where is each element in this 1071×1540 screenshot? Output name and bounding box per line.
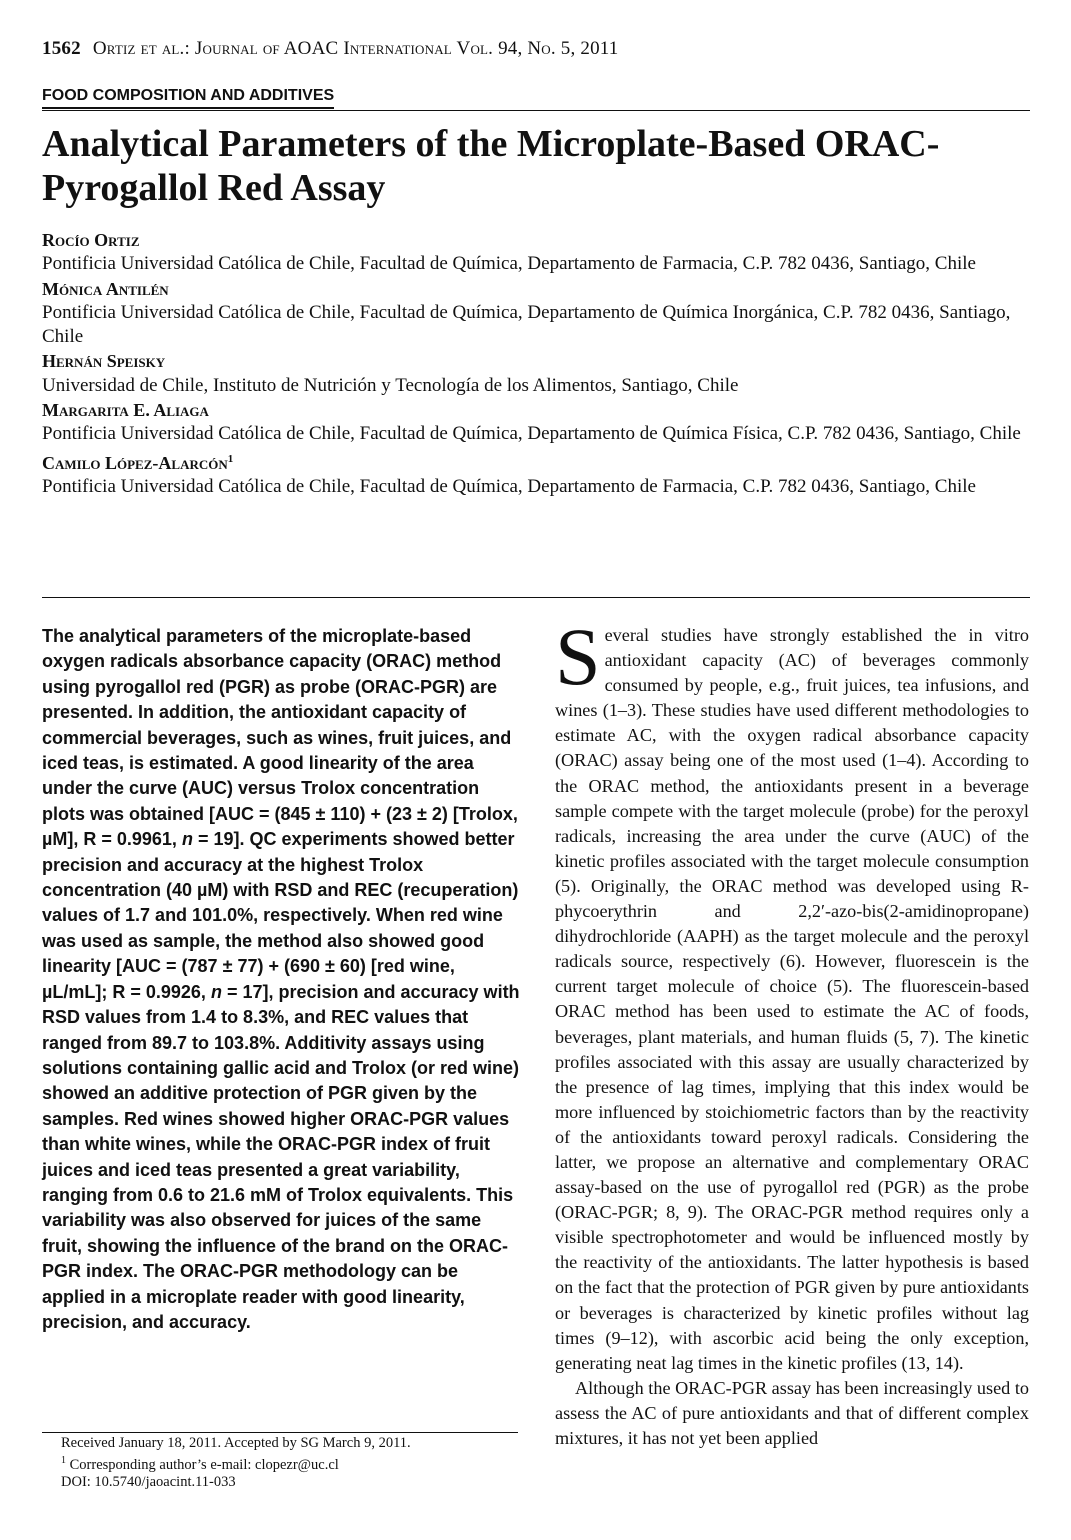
running-head [42,38,618,60]
page-number: 1562 [42,38,81,59]
author-name: Camilo López-Alarcón$^1$ [42,452,234,473]
author-block [42,447,1030,500]
received-note: Received January 18, 2011. Accepted by SG March 9, 2011. [61,1435,411,1451]
author-affiliation: Pontificia Universidad Católica de Chile, Facultad de Química, Departamento de Química Inorgánica, C.P. 782 0436, Santiago, Chile [42,301,1011,348]
footnotes [61,1435,531,1491]
drop-cap: S [555,611,601,702]
author-block [42,398,1030,447]
author-name: Mónica Antilén [42,278,169,299]
body-paragraph: Although the ORAC-PGR assay has been increasingly used to assess the AC of pure antioxidants and that of different complex mixtures, it has not yet been applied [555,1377,1029,1448]
journal-citation: Ortiz et al.: Journal of AOAC International Vol. 94, No. 5, 2011 [92,38,619,59]
corresponding-author-note: $^1$ Corresponding author’s e-mail: clopezr@uc.cl [61,1455,339,1473]
author-block [42,228,1030,277]
body-text [555,611,1029,1451]
abstract: The analytical parameters of the microplate-based oxygen radicals absorbance capacity (ORAC) method using pyrogallol red (PGR) as probe (ORAC-PGR) are presented. In addition, the antioxidant capacity of commercial beverages, such as wines, fruit juices, and iced teas, is estimated. A good linearity of the area under the curve (AUC) versus Trolox concentration plots was obtained [AUC = (845 ± 110) + (23 ± 2) [Trolox, µM], R = 0.9961, n = 19]. QC experiments showed better precision and accuracy at the highest Trolox concentration (40 µM) with RSD and REC (recuperation) values of 1.7 and 101.0%, respectively. When red wine was used as sample, the method also showed good linearity [AUC = (787 ± 77) + (690 ± 60) [red wine, µL/mL]; R = 0.9926, n = 17], precision and accuracy with RSD values from 1.4 to 8.3%, and REC values that ranged from 89.7 to 103.8%. Additivity assays using solutions containing gallic acid and Trolox (or red wine) showed an additive protection of PGR given by the samples. Red wines showed higher ORAC-PGR values than white wines, while the ORAC-PGR index of fruit juices and iced teas presented a great variability, ranging from 0.6 to 21.6 mM of Trolox equivalents. This variability was also observed for juices of the same fruit, showing the influence of the brand on the ORAC-PGR index. The ORAC-PGR methodology can be applied in a microplate reader with good linearity, precision, and accuracy. [42,626,520,1332]
abstract-rule [42,597,1030,598]
author-affiliation: Pontificia Universidad Católica de Chile, Facultad de Química, Departamento de Farmacia, C.P. 782 0436, Santiago, Chile [42,253,976,275]
author-footnote-marker: 1 [227,452,234,465]
body-paragraph: Several studies have strongly established the in vitro antioxidant capacity (AC) of beverages commonly consumed by people, e.g., fruit juices, tea infusions, and wines (1–3). These studies have used different methodologies to estimate AC, with the oxygen radical absorbance capacity (ORAC) assay being one of the most used (1–4). According to the ORAC method, the antioxidants present in a beverage sample compete with the target molecule (probe) for the peroxyl radicals, increasing the area under the curve (AUC) of the kinetic profiles associated with the target molecule consumption (5). Originally, the ORAC method was developed using R-phycoerythrin and 2,2′-azo-bis(2-amidinopropane) dihydrochloride (AAPH) as the target molecule and the peroxyl radicals source, respectively (6). However, fluorescein is the current target molecule of choice (5). The fluorescein-based ORAC method has been used to estimate the AC of foods, beverages, plant materials, and human fluids (5, 7). The kinetic profiles associated with this assay are usually characterized by the presence of lag times, implying that this index would be more influenced by stoichiometric factors than by the reactivity of the antioxidants toward peroxyl radicals. Considering the latter, we propose an alternative and complementary ORAC assay-based on the use of pyrogallol red (PGR) as the probe (ORAC-PGR; 8, 9). The ORAC-PGR method requires only a visible spectrophotometer and would be influenced mostly by the reactivity of the antioxidants. The latter hypothesis is based on the fact that the protection of PGR given by pure antioxidants or beverages is characterized by kinetic profiles without lag times (9–12), with ascorbic acid being the only exception, generating neat lag times in the kinetic profiles (13, 14). [555,611,1029,1373]
section-label: FOOD COMPOSITION AND ADDITIVES [42,87,334,109]
author-block [42,349,1030,398]
header-rule [42,110,1030,111]
author-name: Margarita E. Aliaga [42,400,209,421]
footnote-rule [42,1432,518,1433]
author-affiliation: Universidad de Chile, Instituto de Nutrición y Tecnología de los Alimentos, Santiago, Chile [42,374,739,396]
article-title: Analytical Parameters of the Microplate-Based ORAC-Pyrogallol Red Assay [42,123,940,209]
author-list [42,228,1030,499]
author-name: Hernán Speisky [42,351,166,372]
author-name: Rocío Ortiz [42,230,140,250]
author-affiliation: Pontificia Universidad Católica de Chile, Facultad de Química, Departamento de Química Física, C.P. 782 0436, Santiago, Chile [42,423,1021,445]
author-affiliation: Pontificia Universidad Católica de Chile, Facultad de Química, Departamento de Farmacia, C.P. 782 0436, Santiago, Chile [42,475,976,497]
doi-note: DOI: 10.5740/jaoacint.11-033 [61,1473,236,1490]
author-block [42,277,1030,350]
